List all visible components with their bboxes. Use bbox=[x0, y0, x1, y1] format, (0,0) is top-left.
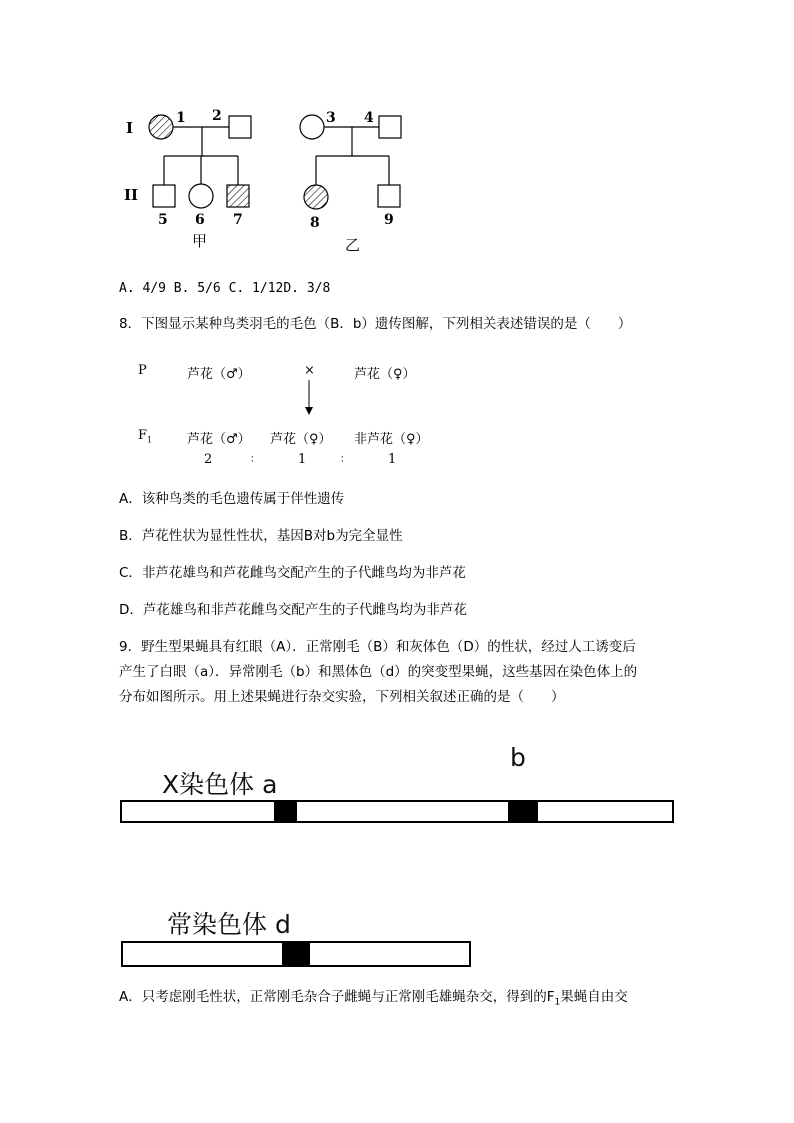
q8-option-a: A．该种鸟类的毛色遗传属于伴性遗传 bbox=[119, 491, 345, 507]
number-5: 5 bbox=[158, 212, 168, 228]
family-label-yi: 乙 bbox=[345, 236, 361, 254]
gene-b-label: b bbox=[510, 743, 526, 772]
individual-2-male bbox=[229, 116, 251, 138]
individual-6-female bbox=[189, 184, 213, 208]
cross-symbol: × bbox=[304, 363, 315, 378]
individual-7-affected-male bbox=[227, 185, 249, 207]
q9-stem-line-1: 9．野生型果蝇具有红眼（A）．正常刚毛（B）和灰体色（D）的性状，经过人工诱变后 bbox=[119, 639, 636, 655]
autosome-bar bbox=[121, 941, 473, 969]
number-9: 9 bbox=[384, 212, 394, 228]
q9-option-a: A．只考虑刚毛性状，正常刚毛杂合子雌蝇与正常刚毛雄蝇杂交，得到的$F_1$果蝇自由交 bbox=[119, 989, 628, 1008]
offspring-male: 芦花（♂） bbox=[187, 432, 251, 447]
gene-a-label: a bbox=[262, 770, 278, 799]
family-label-jia: 甲 bbox=[192, 232, 208, 250]
ratio-colon-1: ： bbox=[250, 454, 260, 465]
individual-4-male bbox=[379, 116, 401, 138]
q7-options: A. 4/9 B. 5/6 C. 1/12D. 3/8 bbox=[119, 281, 331, 296]
locus-a-band bbox=[274, 801, 297, 822]
number-1: 1 bbox=[176, 110, 186, 126]
x-chromosome-label: X染色体 a bbox=[162, 770, 278, 799]
gene-d-label: d bbox=[274, 910, 291, 939]
number-2: 2 bbox=[212, 108, 222, 124]
q8-option-d: D．芦花雄鸟和非芦花雌鸟交配产生的子代雌鸟均为非芦花 bbox=[119, 602, 467, 618]
q9-stem-line-2: 产生了白眼（a）．异常刚毛（b）和黑体色（d）的突变型果蝇，这些基因在染色体上的 bbox=[119, 664, 638, 680]
locus-b-band bbox=[508, 801, 538, 822]
down-arrow bbox=[302, 380, 316, 416]
ratio-1b: 1 bbox=[388, 452, 397, 467]
ratio-2: 2 bbox=[204, 452, 213, 467]
q8-stem: 8．下图显示某种鸟类羽毛的毛色（B．b）遗传图解，下列相关表述错误的是（ ） bbox=[119, 316, 632, 332]
p-label: P bbox=[138, 363, 147, 378]
autosome-label: 常染色体 d bbox=[167, 910, 291, 939]
generation-label-II: II bbox=[124, 186, 139, 204]
q8-option-b: B．芦花性状为显性性状，基因B对b为完全显性 bbox=[119, 528, 403, 544]
q8-option-c: C．非芦花雄鸟和芦花雌鸟交配产生的子代雌鸟均为非芦花 bbox=[119, 565, 466, 581]
individual-9-male bbox=[378, 185, 400, 207]
individual-5-male bbox=[153, 185, 175, 207]
individual-3-female bbox=[300, 115, 324, 139]
ratio-1a: 1 bbox=[298, 452, 307, 467]
pedigree-chart bbox=[110, 100, 430, 260]
number-6: 6 bbox=[195, 212, 205, 228]
number-4: 4 bbox=[364, 110, 374, 126]
parent-female: 芦花（♀） bbox=[354, 367, 416, 382]
number-8: 8 bbox=[310, 215, 320, 231]
x-chromosome-bar bbox=[120, 800, 676, 826]
parent-male: 芦花（♂） bbox=[187, 367, 251, 382]
offspring-nonbarred-female: 非芦花（♀） bbox=[354, 432, 429, 447]
individual-1-affected-female bbox=[149, 115, 173, 139]
f1-label: $F_1$ bbox=[138, 428, 153, 445]
locus-d-band bbox=[282, 942, 310, 966]
number-3: 3 bbox=[326, 110, 336, 126]
offspring-female: 芦花（♀） bbox=[270, 432, 332, 447]
ratio-colon-2: ： bbox=[340, 454, 350, 465]
number-7: 7 bbox=[233, 212, 243, 228]
individual-8-affected-female bbox=[304, 185, 328, 209]
generation-label-I: I bbox=[126, 119, 134, 137]
q9-stem-line-3: 分布如图所示。用上述果蝇进行杂交实验，下列相关叙述正确的是（ ） bbox=[119, 689, 565, 705]
